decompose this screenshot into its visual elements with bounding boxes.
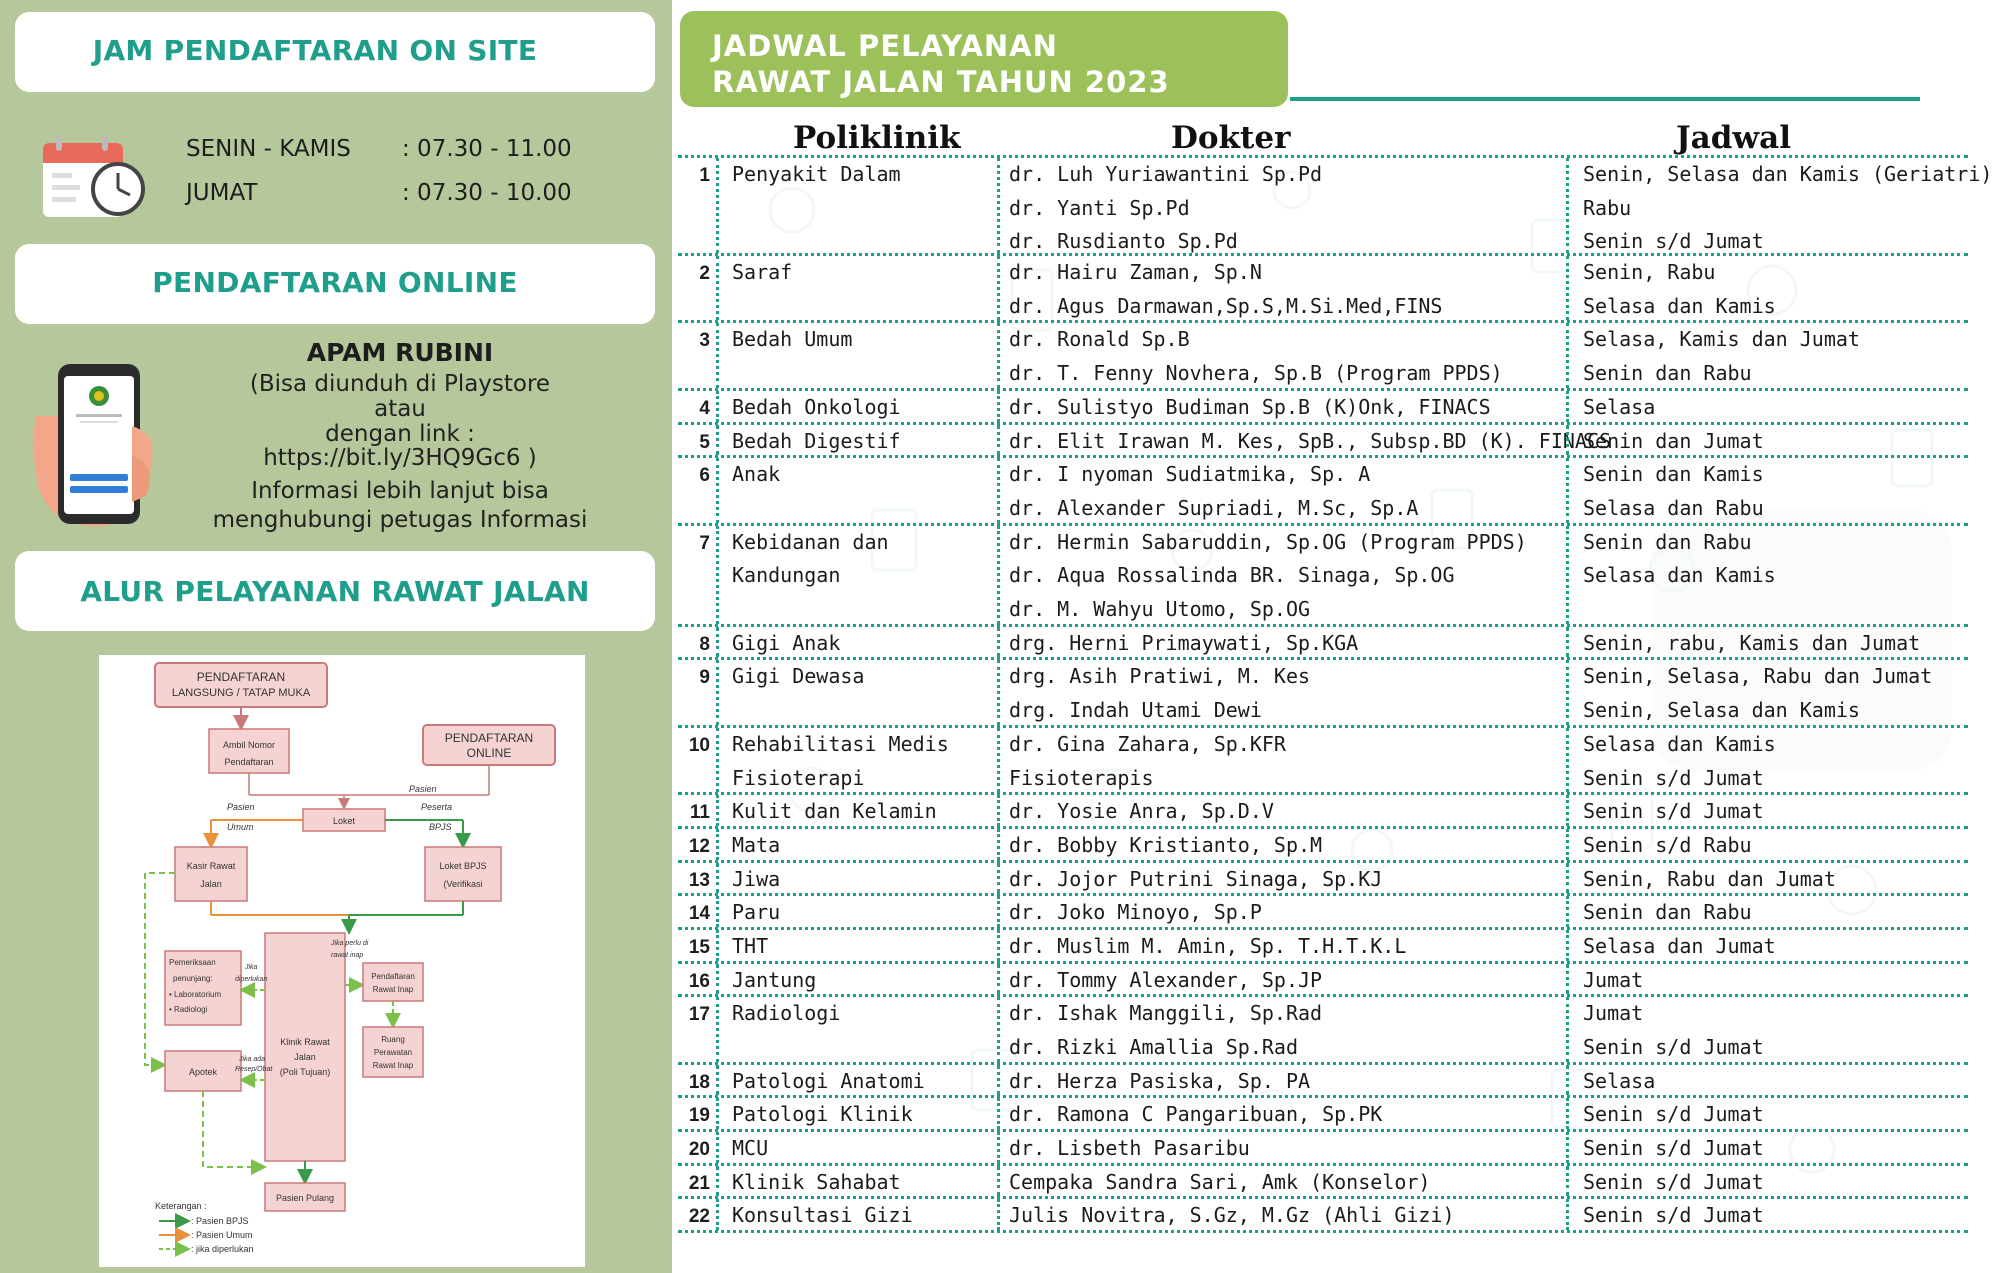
cell-poliklinik xyxy=(716,930,997,961)
jadwal-text: Senin, Rabu dan Jumat xyxy=(1583,866,1836,891)
dokter-text: dr. Alexander Supriadi, M.Sc, Sp.A xyxy=(1009,495,1419,520)
jadwal-text: Senin, Selasa dan Kamis xyxy=(1583,698,1860,723)
jadwal-text: Senin, Selasa, Rabu dan Jumat xyxy=(1583,664,1933,689)
cell-jadwal xyxy=(1566,964,1968,995)
dokter-text: dr. Joko Minoyo, Sp.P xyxy=(1009,900,1262,925)
row-number: 21 xyxy=(688,1172,710,1194)
cell-dokter xyxy=(997,964,1566,995)
flow-label: Pasien xyxy=(227,802,255,812)
flow-node-klinik xyxy=(265,933,345,1161)
table-row xyxy=(678,997,1968,1064)
cell-number xyxy=(678,158,716,253)
flow-label: penunjang: xyxy=(173,974,213,983)
cell-poliklinik xyxy=(716,1065,997,1096)
flow-label: BPJS xyxy=(429,822,452,832)
flow-label: Pendaftaran xyxy=(371,972,415,981)
cell-number xyxy=(678,896,716,927)
dokter-text: dr. T. Fenny Novhera, Sp.B (Program PPDS) xyxy=(1009,361,1503,386)
jadwal-text: Senin s/d Jumat xyxy=(1583,1102,1764,1127)
dokter-text: dr. I nyoman Sudiatmika, Sp. A xyxy=(1009,462,1371,487)
poliklinik-text: Mata xyxy=(732,832,781,857)
dokter-text: dr. Tommy Alexander, Sp.JP xyxy=(1009,967,1323,992)
dokter-text: Fisioterapis xyxy=(1009,765,1154,790)
poliklinik-text: Penyakit Dalam xyxy=(732,162,901,186)
cell-number xyxy=(678,795,716,826)
dokter-text: drg. Asih Pratiwi, M. Kes xyxy=(1009,664,1311,689)
table-row xyxy=(678,1132,1968,1166)
flow-title: ALUR PELAYANAN RAWAT JALAN xyxy=(80,575,590,608)
table-row xyxy=(678,795,1968,829)
dokter-text: dr. Hairu Zaman, Sp.N xyxy=(1009,260,1262,285)
cell-poliklinik xyxy=(716,660,997,724)
jadwal-text: Selasa dan Kamis xyxy=(1583,563,1776,588)
onsite-title-box xyxy=(15,12,655,92)
column-header-dokter: Dokter xyxy=(1171,120,1291,156)
poliklinik-text: Klinik Sahabat xyxy=(732,1169,901,1194)
table-row xyxy=(678,660,1968,727)
cell-dokter xyxy=(997,1166,1566,1197)
cell-poliklinik xyxy=(716,964,997,995)
cell-number xyxy=(678,728,716,792)
flow-label: Ruang xyxy=(381,1035,405,1044)
hours-day: SENIN - KAMIS xyxy=(186,136,351,162)
jadwal-text: Senin s/d Jumat xyxy=(1583,799,1764,824)
cell-poliklinik xyxy=(716,1199,997,1230)
row-number: 20 xyxy=(688,1139,710,1161)
cell-jadwal xyxy=(1566,896,1968,927)
left-panel xyxy=(0,0,672,1273)
cell-number xyxy=(678,323,716,387)
cell-jadwal xyxy=(1566,425,1968,456)
row-number: 9 xyxy=(699,667,710,689)
poliklinik-text: Bedah Onkologi xyxy=(732,394,901,419)
cell-number xyxy=(678,391,716,422)
cell-dokter xyxy=(997,1065,1566,1096)
table-row xyxy=(678,728,1968,795)
jadwal-text: Senin, rabu, Kamis dan Jumat xyxy=(1583,630,1921,655)
cell-dokter xyxy=(997,660,1566,724)
dokter-text: dr. Sulistyo Budiman Sp.B (K)Onk, FINACS xyxy=(1009,394,1491,419)
jadwal-text: Rabu xyxy=(1583,195,1632,220)
cell-dokter xyxy=(997,391,1566,422)
dokter-text: dr. Bobby Kristianto, Sp.M xyxy=(1009,832,1323,857)
dokter-text: dr. Jojor Putrini Sinaga, Sp.KJ xyxy=(1009,866,1383,891)
cell-jadwal xyxy=(1566,1166,1968,1197)
poliklinik-text: Patologi Klinik xyxy=(732,1102,913,1127)
cell-number xyxy=(678,964,716,995)
poliklinik-text: MCU xyxy=(732,1136,769,1161)
jadwal-text: Senin s/d Jumat xyxy=(1583,229,1764,254)
flow-label: Pemeriksaan xyxy=(169,958,216,967)
app-info-line: menghubungi petugas Informasi xyxy=(212,507,588,533)
schedule-table xyxy=(678,155,1993,1233)
jadwal-text: Senin s/d Jumat xyxy=(1583,1169,1764,1194)
dokter-text: dr. Luh Yuriawantini Sp.Pd xyxy=(1009,162,1323,186)
poliklinik-text: Konsultasi Gizi xyxy=(732,1203,913,1228)
flow-legend-item: : Pasien BPJS xyxy=(191,1216,249,1226)
jadwal-text: Selasa dan Jumat xyxy=(1583,933,1776,958)
cell-dokter xyxy=(997,829,1566,860)
cell-poliklinik xyxy=(716,1098,997,1129)
cell-dokter xyxy=(997,256,1566,320)
poliklinik-text: Gigi Dewasa xyxy=(732,664,865,689)
online-title-box xyxy=(15,244,655,324)
jadwal-text: Senin s/d Jumat xyxy=(1583,1035,1764,1060)
dokter-text: dr. Aqua Rossalinda BR. Sinaga, Sp.OG xyxy=(1009,563,1455,588)
cell-jadwal xyxy=(1566,997,1968,1061)
table-row xyxy=(678,256,1968,323)
cell-jadwal xyxy=(1566,1098,1968,1129)
dokter-text: drg. Herni Primaywati, Sp.KGA xyxy=(1009,630,1359,655)
flow-label: Rawat Inap xyxy=(372,1061,414,1070)
jadwal-text: Jumat xyxy=(1583,1001,1644,1026)
jadwal-text: Senin s/d Jumat xyxy=(1583,765,1764,790)
phone-app-icon xyxy=(28,356,168,531)
poliklinik-text: Rehabilitasi Medis xyxy=(732,731,949,756)
dokter-text: dr. Herza Pasiska, Sp. PA xyxy=(1009,1068,1311,1093)
app-info-line: atau xyxy=(374,396,426,422)
cell-jadwal xyxy=(1566,158,1993,254)
poliklinik-text: Bedah Umum xyxy=(732,327,853,352)
flow-legend-item: : Pasien Umum xyxy=(191,1230,253,1240)
cell-number xyxy=(678,458,716,522)
row-number: 12 xyxy=(688,835,710,857)
table-row xyxy=(678,526,1968,627)
dokter-text: drg. Indah Utami Dewi xyxy=(1009,698,1262,723)
flow-label: LANGSUNG / TATAP MUKA xyxy=(171,687,311,699)
cell-jadwal xyxy=(1566,526,1968,624)
schedule-header xyxy=(680,11,1288,107)
flow-label: Pasien Pulang xyxy=(275,1193,335,1203)
header-line: JADWAL PELAYANAN xyxy=(712,29,1058,63)
cell-jadwal xyxy=(1566,1199,1968,1230)
row-number: 11 xyxy=(689,802,710,824)
dokter-text: dr. Elit Irawan M. Kes, SpB., Subsp.BD (K). FINACS xyxy=(1009,428,1612,453)
flow-label: Loket BPJS xyxy=(439,861,487,871)
poliklinik-text: Kebidanan dan xyxy=(732,529,889,554)
jadwal-text: Selasa, Kamis dan Jumat xyxy=(1583,327,1860,352)
cell-number xyxy=(678,1166,716,1197)
app-info-line: Informasi lebih lanjut bisa xyxy=(251,478,549,504)
cell-jadwal xyxy=(1566,256,1968,320)
dokter-text: dr. Agus Darmawan,Sp.S,M.Si.Med,FINS xyxy=(1009,293,1443,318)
cell-jadwal xyxy=(1566,863,1968,894)
cell-poliklinik xyxy=(716,627,997,658)
row-number: 2 xyxy=(699,263,710,285)
cell-dokter xyxy=(997,795,1566,826)
poliklinik-text: Kandungan xyxy=(732,563,841,588)
cell-poliklinik xyxy=(716,829,997,860)
header-divider xyxy=(1290,97,1920,101)
cell-dokter xyxy=(997,627,1566,658)
cell-poliklinik xyxy=(716,323,997,387)
flow-label: Pasien xyxy=(409,784,437,794)
cell-dokter xyxy=(997,1199,1566,1230)
app-info-line: dengan link : xyxy=(325,421,475,447)
flow-label: Pendaftaran xyxy=(224,757,274,767)
flow-label: Peserta xyxy=(421,802,453,812)
poliklinik-text: Bedah Digestif xyxy=(732,428,901,453)
row-number: 13 xyxy=(688,869,710,891)
cell-poliklinik xyxy=(716,728,997,792)
flow-node-kasir xyxy=(175,847,247,901)
cell-poliklinik xyxy=(716,256,997,320)
table-row xyxy=(678,1098,1968,1132)
cell-dokter xyxy=(997,863,1566,894)
hours-time: : 07.30 - 11.00 xyxy=(402,136,572,162)
dokter-text: dr. Ronald Sp.B xyxy=(1009,327,1190,352)
cell-jadwal xyxy=(1566,458,1968,522)
flow-label: Jika ada xyxy=(239,1056,266,1063)
row-number: 19 xyxy=(688,1105,710,1127)
cell-number xyxy=(678,1098,716,1129)
jadwal-text: Senin s/d Jumat xyxy=(1583,1136,1764,1161)
dokter-text: dr. Ishak Manggili, Sp.Rad xyxy=(1009,1001,1323,1026)
table-row xyxy=(678,1065,1968,1099)
flow-label: Umum xyxy=(227,822,254,832)
poliklinik-text: Gigi Anak xyxy=(732,630,841,655)
flow-label: (Poli Tujuan) xyxy=(279,1067,331,1077)
app-name: APAM RUBINI xyxy=(306,338,494,367)
cell-poliklinik xyxy=(716,896,997,927)
jadwal-text: Selasa dan Kamis xyxy=(1583,731,1776,756)
jadwal-text: Senin, Selasa dan Kamis (Geriatri) xyxy=(1583,162,1993,186)
onsite-title: JAM PENDAFTARAN ON SITE xyxy=(92,34,538,67)
row-number: 22 xyxy=(688,1206,710,1228)
flow-label: ONLINE xyxy=(466,746,512,760)
poliklinik-text: THT xyxy=(732,933,769,958)
cell-poliklinik xyxy=(716,526,997,624)
cell-jadwal xyxy=(1566,1065,1968,1096)
flow-legend-item: : jika diperlukan xyxy=(191,1244,254,1254)
cell-poliklinik xyxy=(716,1166,997,1197)
calendar-clock-icon xyxy=(40,133,150,223)
cell-number xyxy=(678,526,716,624)
jadwal-text: Selasa dan Rabu xyxy=(1583,495,1764,520)
cell-jadwal xyxy=(1566,829,1968,860)
cell-number xyxy=(678,829,716,860)
dokter-text: dr. Gina Zahara, Sp.KFR xyxy=(1009,731,1286,756)
dokter-text: dr. Rusdianto Sp.Pd xyxy=(1009,229,1238,254)
flow-label: Apotek xyxy=(188,1067,218,1077)
row-number: 10 xyxy=(688,734,710,756)
table-row xyxy=(678,930,1968,964)
online-title: PENDAFTARAN ONLINE xyxy=(152,266,518,299)
cell-jadwal xyxy=(1566,627,1968,658)
jadwal-text: Selasa dan Kamis xyxy=(1583,293,1776,318)
flow-label: (Verifikasi xyxy=(443,879,483,889)
flow-label: Klinik Rawat xyxy=(280,1037,330,1047)
flow-label: Resep/Obat xyxy=(235,1066,273,1073)
cell-dokter xyxy=(997,1098,1566,1129)
jadwal-text: Senin s/d Rabu xyxy=(1583,832,1752,857)
cell-dokter xyxy=(997,1132,1566,1163)
flow-label: Jika xyxy=(245,964,258,971)
flow-label: Jalan xyxy=(294,1052,316,1062)
row-number: 4 xyxy=(699,397,710,419)
table-row xyxy=(678,964,1968,998)
right-panel xyxy=(672,0,2000,1273)
flow-node-loket-bpjs xyxy=(425,847,501,901)
row-number: 1 xyxy=(699,165,710,186)
cell-jadwal xyxy=(1566,391,1968,422)
jadwal-text: Senin dan Kamis xyxy=(1583,462,1764,487)
cell-dokter xyxy=(997,323,1566,387)
poliklinik-text: Patologi Anatomi xyxy=(732,1068,925,1093)
table-row xyxy=(678,1199,1968,1233)
cell-number xyxy=(678,1199,716,1230)
jadwal-text: Senin, Rabu xyxy=(1583,260,1716,285)
cell-dokter xyxy=(997,896,1566,927)
cell-dokter xyxy=(997,425,1612,456)
cell-number xyxy=(678,997,716,1061)
poliklinik-text: Radiologi xyxy=(732,1001,841,1026)
cell-poliklinik xyxy=(716,425,997,456)
row-number: 16 xyxy=(688,970,710,992)
flow-label: Loket xyxy=(332,816,356,826)
cell-number xyxy=(678,660,716,724)
row-number: 6 xyxy=(699,465,710,487)
poliklinik-text: Saraf xyxy=(732,260,793,285)
cell-number xyxy=(678,627,716,658)
cell-number xyxy=(678,256,716,320)
column-header-jadwal: Jadwal xyxy=(1676,120,1791,156)
dokter-text: dr. Yosie Anra, Sp.D.V xyxy=(1009,799,1274,824)
poliklinik-text: Paru xyxy=(732,900,781,925)
jadwal-text: Senin dan Rabu xyxy=(1583,361,1752,386)
flow-label: Rawat Inap xyxy=(372,985,414,994)
cell-dokter xyxy=(997,158,1566,253)
flow-node-pendaftaran-rawat-inap xyxy=(363,963,423,1001)
row-number: 17 xyxy=(688,1004,710,1026)
row-number: 8 xyxy=(699,633,710,655)
dokter-text: dr. Ramona C Pangaribuan, Sp.PK xyxy=(1009,1102,1383,1127)
poliklinik-text: Fisioterapi xyxy=(732,765,865,790)
dokter-text: dr. Yanti Sp.Pd xyxy=(1009,195,1190,220)
flow-label: diperlukan xyxy=(235,976,268,983)
table-row xyxy=(678,896,1968,930)
cell-poliklinik xyxy=(716,391,997,422)
cell-poliklinik xyxy=(716,997,997,1061)
flow-label: • Radiologi xyxy=(169,1005,208,1014)
flow-label: • Laboratorium xyxy=(169,990,222,999)
flow-title-box xyxy=(15,551,655,631)
cell-poliklinik xyxy=(716,863,997,894)
jadwal-text: Selasa xyxy=(1583,1068,1656,1093)
row-number: 5 xyxy=(699,431,710,453)
jadwal-text: Senin dan Rabu xyxy=(1583,529,1752,554)
row-number: 7 xyxy=(699,532,710,554)
cell-jadwal xyxy=(1566,930,1968,961)
dokter-text: dr. Muslim M. Amin, Sp. T.H.T.K.L xyxy=(1009,933,1407,958)
jadwal-text: Senin s/d Jumat xyxy=(1583,1203,1764,1228)
cell-dokter xyxy=(997,526,1566,624)
flow-label: PENDAFTARAN xyxy=(444,731,534,745)
flow-legend-title: Keterangan : xyxy=(155,1201,207,1211)
row-number: 15 xyxy=(688,936,710,958)
poliklinik-text: Jiwa xyxy=(732,866,781,891)
row-number: 3 xyxy=(699,330,710,352)
flow-label: Perawatan xyxy=(373,1048,413,1057)
flow-label: Jika perlu di xyxy=(331,940,369,947)
flowchart xyxy=(99,655,585,1267)
column-header-poliklinik: Poliklinik xyxy=(793,120,961,156)
app-info-line: (Bisa diunduh di Playstore xyxy=(249,371,551,397)
cell-number xyxy=(678,425,716,456)
cell-jadwal xyxy=(1566,323,1968,387)
cell-dokter xyxy=(997,930,1566,961)
dokter-text: dr. M. Wahyu Utomo, Sp.OG xyxy=(1009,597,1311,622)
hours-day: JUMAT xyxy=(186,180,258,206)
cell-number xyxy=(678,930,716,961)
cell-dokter xyxy=(997,458,1566,522)
poliklinik-text: Jantung xyxy=(732,967,817,992)
flow-label: rawat inap xyxy=(331,952,364,959)
flowchart-card xyxy=(99,655,585,1267)
cell-jadwal xyxy=(1566,1132,1968,1163)
jadwal-text: Jumat xyxy=(1583,967,1644,992)
table-row xyxy=(678,155,1993,256)
flow-label: Kasir Rawat xyxy=(186,861,236,871)
header-line: RAWAT JALAN TAHUN 2023 xyxy=(712,65,1170,99)
jadwal-text: Senin dan Rabu xyxy=(1583,900,1752,925)
cell-poliklinik xyxy=(716,458,997,522)
cell-poliklinik xyxy=(716,795,997,826)
cell-poliklinik xyxy=(716,158,997,253)
cell-jadwal xyxy=(1566,660,1968,724)
app-link[interactable]: https://bit.ly/3HQ9Gc6 ) xyxy=(263,445,537,471)
table-row xyxy=(678,863,1968,897)
poliklinik-text: Anak xyxy=(732,462,781,487)
cell-dokter xyxy=(997,997,1566,1061)
table-row xyxy=(678,1166,1968,1200)
cell-number xyxy=(678,1132,716,1163)
cell-poliklinik xyxy=(716,1132,997,1163)
dokter-text: Cempaka Sandra Sari, Amk (Konselor) xyxy=(1009,1169,1431,1194)
cell-number xyxy=(678,863,716,894)
flow-label: PENDAFTARAN xyxy=(196,670,286,684)
jadwal-text: Senin dan Jumat xyxy=(1583,428,1764,453)
dokter-text: dr. Hermin Sabaruddin, Sp.OG (Program PPDS) xyxy=(1009,529,1527,554)
cell-jadwal xyxy=(1566,728,1968,792)
cell-number xyxy=(678,1065,716,1096)
row-number: 14 xyxy=(688,903,710,925)
dokter-text: Julis Novitra, S.Gz, M.Gz (Ahli Gizi) xyxy=(1009,1203,1455,1228)
cell-jadwal xyxy=(1566,795,1968,826)
jadwal-text: Selasa xyxy=(1583,394,1656,419)
poliklinik-text: Kulit dan Kelamin xyxy=(732,799,937,824)
table-row xyxy=(678,391,1968,425)
dokter-text: dr. Rizki Amallia Sp.Rad xyxy=(1009,1035,1298,1060)
row-number: 18 xyxy=(688,1071,710,1093)
table-row xyxy=(678,458,1968,525)
hours-time: : 07.30 - 10.00 xyxy=(402,180,572,206)
table-row xyxy=(678,323,1968,390)
table-row xyxy=(678,425,1968,459)
table-row xyxy=(678,829,1968,863)
cell-dokter xyxy=(997,728,1566,792)
table-row xyxy=(678,627,1968,661)
flow-label: Ambil Nomor xyxy=(222,740,276,750)
flow-label: Jalan xyxy=(200,879,222,889)
dokter-text: dr. Lisbeth Pasaribu xyxy=(1009,1136,1250,1161)
